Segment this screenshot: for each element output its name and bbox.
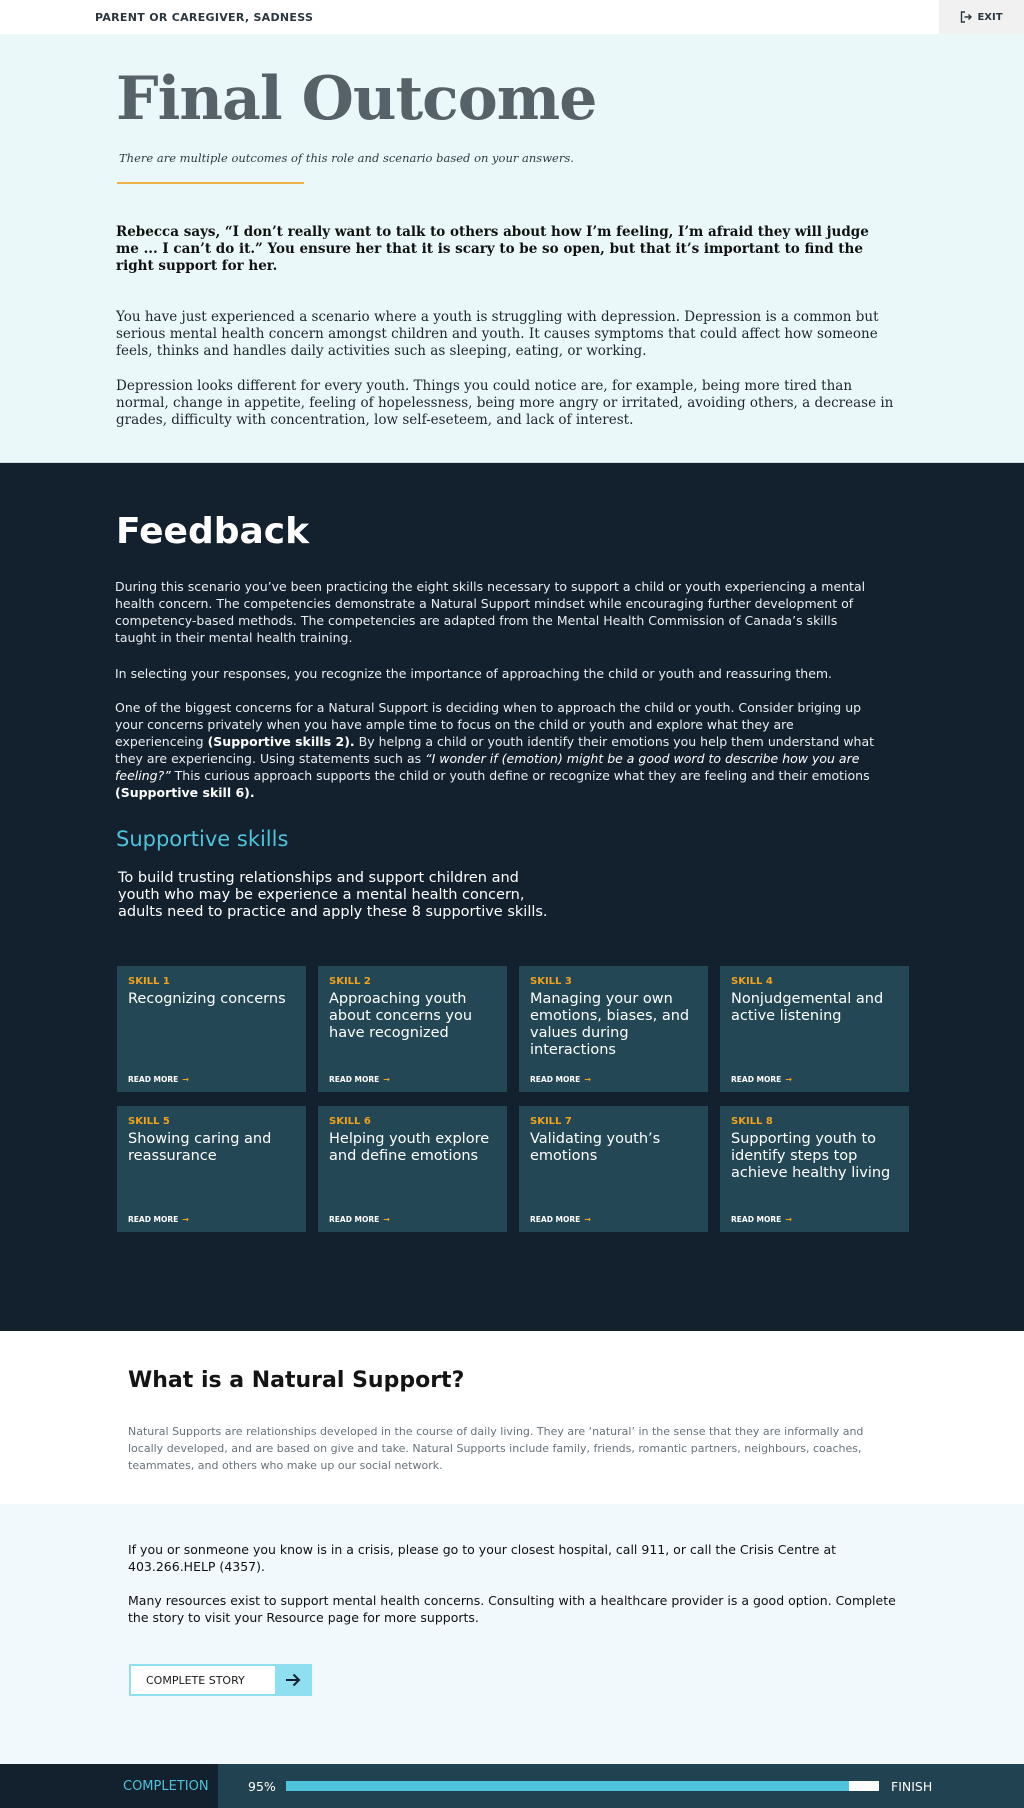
- feedback-p3-text: One of the biggest concerns for a Natural Support is deciding when to approach the child or youth. Consider briging up your concerns privately when you have ample time to focus on the child or youth and explore what they are experienceing: [115, 700, 862, 749]
- skills-grid: [117, 966, 909, 1232]
- progress-fill: [286, 1781, 849, 1791]
- skill-title: Recognizing concerns: [128, 991, 286, 1007]
- read-more-link[interactable]: [530, 1075, 591, 1084]
- natural-support-body: Natural Supports are relationships developed in the course of daily living. They are ‘natural’ in the sense that they are informally and locally developed, and are based on give and take. Natural Supports include family, friends, romantic partners, neighbours, coaches, teammates, and others who make up our social network.: [128, 1425, 864, 1472]
- arrow-right-icon: →: [383, 1215, 390, 1224]
- skill-number: SKILL 8: [731, 1116, 773, 1127]
- skill-number: SKILL 2: [329, 976, 371, 987]
- read-more-link[interactable]: [329, 1075, 390, 1084]
- crisis-paragraph: If you or sonmeone you know is in a crisis, please go to your closest hospital, call 911, or call the Crisis Centre at 403.266.HELP (4357).: [128, 1542, 837, 1574]
- skill-title: Helping youth explore and define emotions: [329, 1131, 490, 1164]
- skill-card[interactable]: [117, 966, 306, 1092]
- read-more-label: READ MORE: [731, 1215, 782, 1224]
- progress-bar: [286, 1781, 879, 1791]
- supportive-skills-title: Supportive skills: [116, 827, 289, 851]
- outcome-subtitle: There are multiple outcomes of this role and scenario based on your answers.: [119, 151, 574, 165]
- skill-title: Managing your own emotions, biases, and values during interactions: [530, 991, 690, 1058]
- arrow-right-icon: →: [182, 1215, 189, 1224]
- feedback-paragraph-3: [115, 699, 875, 801]
- natural-support-section: [0, 1331, 1024, 1504]
- read-more-link[interactable]: [329, 1215, 390, 1224]
- read-more-link[interactable]: [128, 1075, 189, 1084]
- outcome-quote: Rebecca says, “I don’t really want to talk to others about how I’m feeling, I’m afraid they will judge me ... I can’t do it.” You ensure her that it is scary to be so open, but that it’s important to find the right support for her.: [116, 224, 869, 274]
- read-more-link[interactable]: [731, 1215, 792, 1224]
- supportive-skills-intro: To build trusting relationships and support children and youth who may be experience a mental health concern, adults need to practice and apply these 8 supportive skills.: [118, 870, 548, 920]
- skill-card[interactable]: [519, 966, 708, 1092]
- read-more-label: READ MORE: [329, 1075, 380, 1084]
- skill-card[interactable]: [720, 966, 909, 1092]
- feedback-paragraph-2: In selecting your responses, you recognize the importance of approaching the child or youth and reassuring them.: [115, 666, 833, 681]
- skill-number: SKILL 4: [731, 976, 773, 987]
- title-divider: [117, 182, 304, 184]
- skill-title: Validating youth’s emotions: [530, 1131, 661, 1164]
- read-more-link[interactable]: [731, 1075, 792, 1084]
- exit-button[interactable]: [939, 0, 1024, 34]
- skill-number: SKILL 1: [128, 976, 170, 987]
- complete-story-label: COMPLETE STORY: [146, 1673, 245, 1687]
- read-more-label: READ MORE: [128, 1215, 179, 1224]
- completion-label: COMPLETION: [123, 1779, 209, 1794]
- arrow-right-icon: →: [584, 1075, 591, 1084]
- feedback-p3-skill-ref: (Supportive skills 2).: [207, 734, 355, 749]
- crisis-section: [0, 1504, 1024, 1764]
- read-more-label: READ MORE: [128, 1075, 179, 1084]
- arrow-right-icon: →: [785, 1075, 792, 1084]
- natural-support-title: What is a Natural Support?: [128, 1368, 465, 1393]
- skill-number: SKILL 3: [530, 976, 572, 987]
- skill-title: Nonjudgemental and active listening: [731, 991, 884, 1024]
- page-title: Final Outcome: [116, 64, 597, 134]
- finish-button[interactable]: FINISH: [891, 1779, 933, 1794]
- read-more-link[interactable]: [530, 1215, 591, 1224]
- exit-icon: [960, 11, 972, 23]
- skill-title: Approaching youth about concerns you have recognized: [329, 991, 473, 1041]
- feedback-p3-text-3: This curious approach supports the child or youth define or recognize what they are feeling and their emotions: [170, 768, 870, 783]
- top-bar: [0, 0, 1024, 34]
- arrow-right-icon: [275, 1666, 310, 1694]
- outcome-section: [0, 34, 1024, 463]
- arrow-right-icon: →: [182, 1075, 189, 1084]
- complete-story-button[interactable]: [129, 1664, 312, 1696]
- skill-card[interactable]: [318, 1106, 507, 1232]
- skill-number: SKILL 5: [128, 1116, 170, 1127]
- completion-footer: [0, 1764, 1024, 1808]
- feedback-paragraph-1: During this scenario you’ve been practicing the eight skills necessary to support a child or youth experiencing a mental health concern. The competencies demonstrate a Natural Support mindset while encouraging further development of competency-based methods. The competencies are adapted from the Mental Health Commission of Canada’s skills taught in their mental health training.: [115, 579, 866, 645]
- feedback-p3-text-2: By helpng a child or youth identify their emotions you help them understand what they are experiencing. Using statements such as: [115, 734, 875, 766]
- arrow-right-icon: →: [785, 1215, 792, 1224]
- breadcrumb: PARENT OR CAREGIVER, SADNESS: [95, 11, 314, 24]
- skill-card[interactable]: [318, 966, 507, 1092]
- skill-title: Supporting youth to identify steps top achieve healthy living: [731, 1131, 891, 1181]
- skill-card[interactable]: [117, 1106, 306, 1232]
- outcome-paragraph-2: Depression looks different for every youth. Things you could notice are, for example, being more tired than normal, change in appetite, feeling of hopelessness, being more angry or irritated, avoiding others, a decrease in grades, difficulty with concentration, low self-eseteem, and lack of interest.: [116, 378, 894, 428]
- read-more-label: READ MORE: [530, 1215, 581, 1224]
- feedback-title: Feedback: [116, 511, 310, 552]
- feedback-section: [0, 463, 1024, 1331]
- skill-number: SKILL 7: [530, 1116, 572, 1127]
- completion-percent: 95%: [248, 1779, 276, 1794]
- skill-number: SKILL 6: [329, 1116, 371, 1127]
- outcome-paragraph-1: You have just experienced a scenario where a youth is struggling with depression. Depression is a common but serious mental health concern amongst children and youth. It causes symptoms that could affect how someone feels, thinks and handles daily activities such as sleeping, eating, or working.: [116, 309, 879, 359]
- skill-card[interactable]: [519, 1106, 708, 1232]
- arrow-right-icon: →: [584, 1215, 591, 1224]
- skill-title: Showing caring and reassurance: [128, 1131, 272, 1164]
- feedback-p3-example: “I wonder if (emotion) might be a good word to describe how you are feeling?”: [115, 751, 860, 783]
- read-more-label: READ MORE: [530, 1075, 581, 1084]
- skill-card[interactable]: [720, 1106, 909, 1232]
- resources-paragraph: Many resources exist to support mental health concerns. Consulting with a healthcare provider is a good option. Complete the story to visit your Resource page for more supports.: [128, 1593, 896, 1625]
- exit-label: EXIT: [977, 11, 1003, 23]
- read-more-label: READ MORE: [731, 1075, 782, 1084]
- arrow-right-icon: →: [383, 1075, 390, 1084]
- read-more-link[interactable]: [128, 1215, 189, 1224]
- read-more-label: READ MORE: [329, 1215, 380, 1224]
- feedback-p3-skill-ref-2: (Supportive skill 6).: [115, 785, 255, 800]
